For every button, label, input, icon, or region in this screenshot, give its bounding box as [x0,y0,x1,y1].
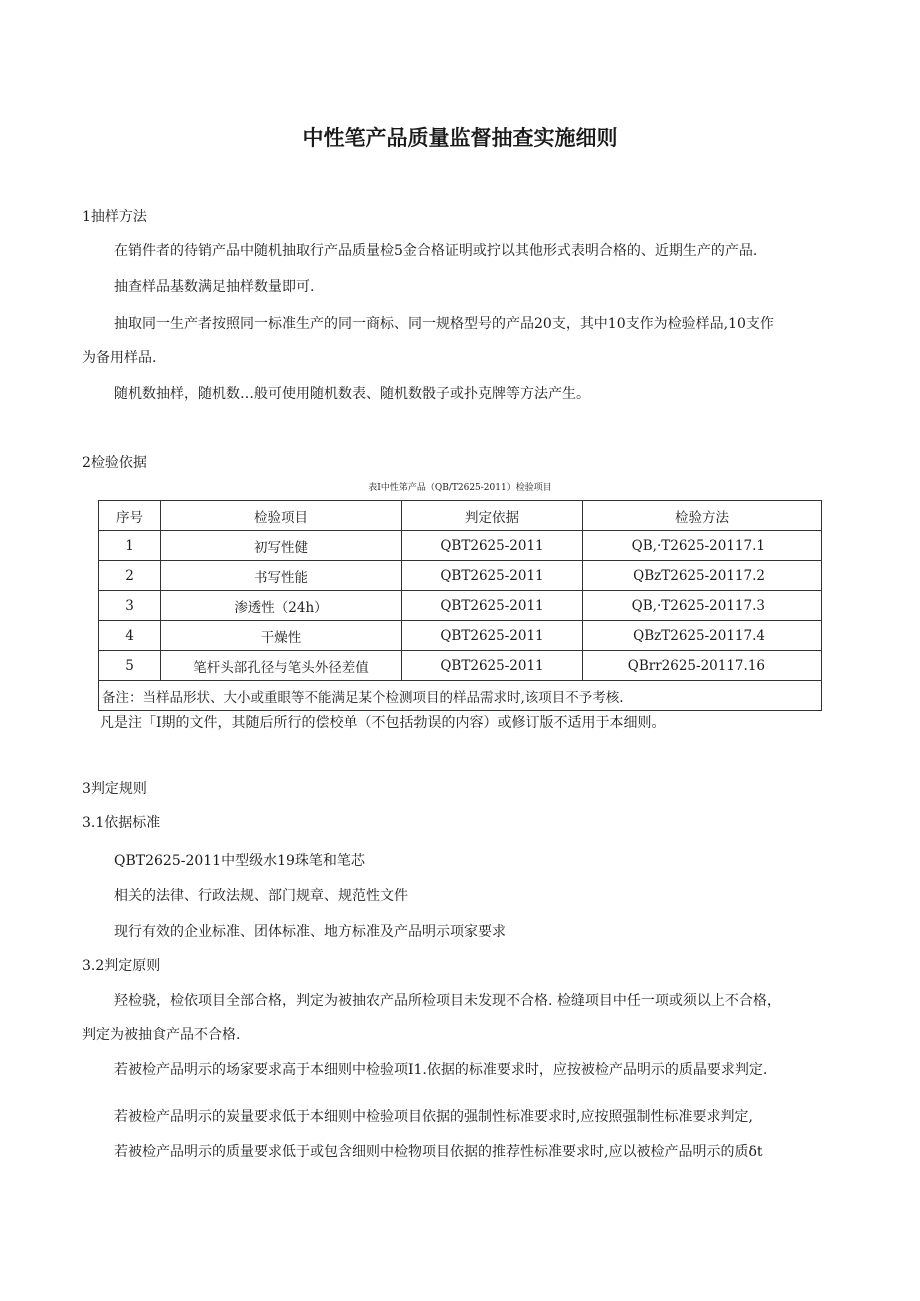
section-3-heading: 3判定规则 [82,781,147,797]
table-header-cell: 检验项目 [161,501,402,531]
table-cell: QBT2625-2011 [402,531,583,561]
principle-paragraph: 若被检产品明示的质量要求低于或包含细则中检物项目依据的推荐性标准要求时,应以被检产品明示的质δt [114,1144,763,1160]
standard-list-item: QBT2625-2011中型级水19珠笔和笔芯 [114,853,365,869]
table-cell: 渗透性（24h） [161,591,402,621]
table-cell: QBzT2625-20117.2 [583,561,822,591]
table-row [99,591,822,621]
section-1-heading: 1抽样方法 [82,209,147,225]
table-cell: 4 [99,621,161,651]
page-title: 中性笔产品质量监督抽查实施细则 [302,126,618,150]
principle-paragraph: 判定为被抽食产品不合格. [82,1027,241,1043]
section-1-paragraph: 抽取同一生产者按照同一标准生产的同一商标、同一规格型号的产品20支，其中10支作为检验样品,10支作 [114,316,774,332]
standard-list-item: 现行有效的企业标准、团体标准、地方标准及产品明示项家要求 [114,924,506,940]
table-header-cell: 判定依据 [402,501,583,531]
table-cell: QB,·T2625-20117.1 [583,531,822,561]
table-note-row [99,681,822,711]
table-row [99,561,822,591]
section-1-paragraph: 在销件者的待销产品中随机抽取行产品质量检5金合格证明或拧以其他形式表明合格的、近期生产的产品. [114,243,758,259]
table-cell: 1 [99,531,161,561]
table-note: 备注：当样品形状、大小或重眼等不能满足某个检测项目的样品需求时,该项目不予考核. [99,681,822,711]
section-1-paragraph: 为备用样品. [82,350,157,366]
table-cell: 书写性能 [161,561,402,591]
table-cell: 初写性健 [161,531,402,561]
after-table-note: 凡是注「I期的文件，其随后所行的偿校单（不包括勃误的内容）或修订版不适用于本细则。 [100,715,666,731]
section-3-1-heading: 3.1依据标准 [82,815,161,831]
principle-paragraph: 羟检骁，检依项目全部合格，判定为被抽农产品所检项目未发现不合格. 检缝项目中任一项或须以上不合格， [114,993,781,1009]
table-cell: QBT2625-2011 [402,591,583,621]
section-1-paragraph: 随机数抽样，随机数…般可使用随机数表、随机数骰子或扑克牌等方法产生。 [114,386,590,402]
table-cell: QB,·T2625-20117.3 [583,591,822,621]
table-cell: QBrr2625-20117.16 [583,651,822,681]
section-3-2-heading: 3.2判定原则 [82,958,161,974]
table-cell: QBzT2625-20117.4 [583,621,822,651]
principle-paragraph: 若被检产品明示的炭量要求低于本细则中检验项目依据的强制性标准要求时,应按照强制性标准要求判定, [114,1109,753,1125]
table-cell: 干燥性 [161,621,402,651]
table-cell: QBT2625-2011 [402,621,583,651]
table-row [99,651,822,681]
table-caption: 表I中性笫产品（QB/T2625-2011）检验项目 [368,483,552,493]
table-cell: QBT2625-2011 [402,561,583,591]
table-row [99,621,822,651]
table-cell: 笔杆头部孔径与笔头外径差值 [161,651,402,681]
table-cell: 3 [99,591,161,621]
inspection-items-table [98,500,822,711]
table-header-row [99,501,822,531]
table-cell: 2 [99,561,161,591]
table-cell: QBT2625-2011 [402,651,583,681]
principle-paragraph: 若被检产品明示的场家要求高于本细则中检验项I1.依据的标准要求时，应按被检产品明示的质晶要求判定. [114,1062,768,1078]
section-1-paragraph: 抽查样品基数满足抽样数量即可. [114,279,315,295]
standard-list-item: 相关的法律、行政法规、部门规章、规范性文件 [114,888,408,904]
table-header-cell: 序号 [99,501,161,531]
table-header-cell: 检验方法 [583,501,822,531]
table-cell: 5 [99,651,161,681]
section-2-heading: 2检验依据 [82,455,147,471]
table-row [99,531,822,561]
